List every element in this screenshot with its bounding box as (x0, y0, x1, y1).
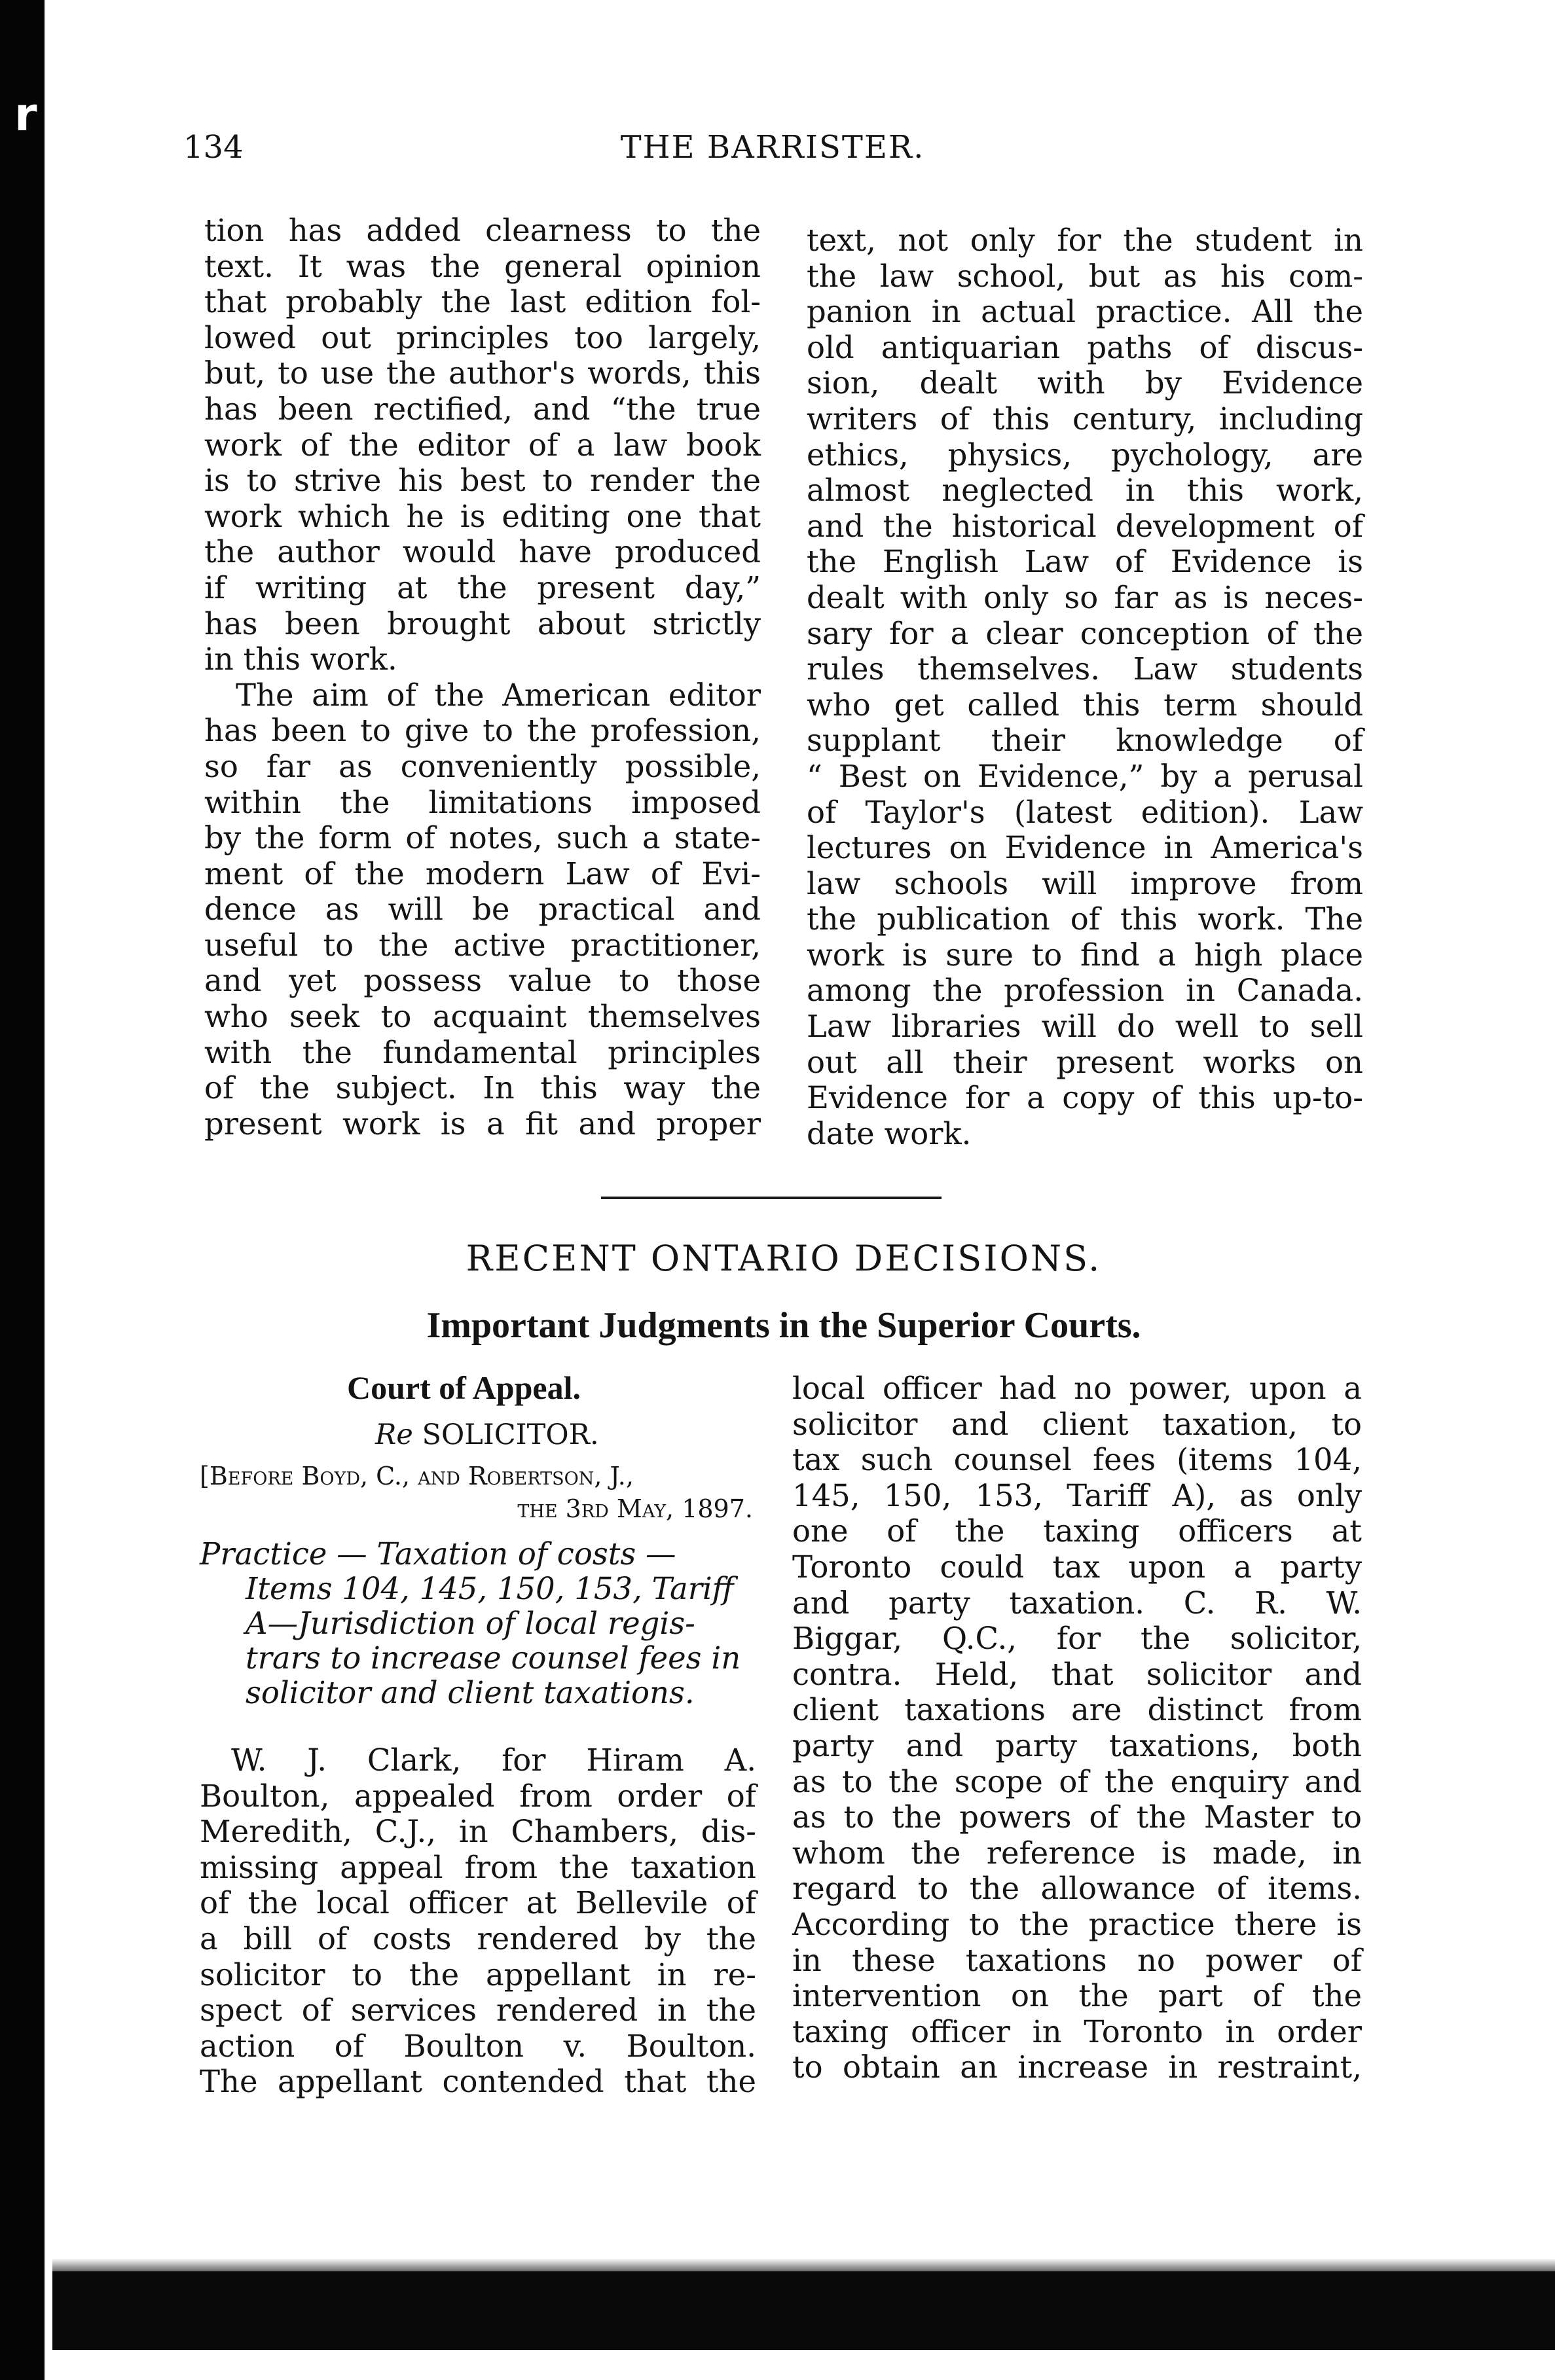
text-line: date work. (807, 1115, 972, 1151)
headnote-line: trars to increase counsel fees in (246, 1640, 741, 1676)
text-line: out all their present works on (807, 1044, 1363, 1080)
text-line: The aim of the American editor (236, 677, 761, 713)
scan-border-left (0, 0, 45, 2380)
text-line: with the fundamental principles (204, 1034, 761, 1070)
text-line: whom the reference is made, in (792, 1835, 1362, 1871)
text-line: present work is a fit and proper (204, 1106, 761, 1142)
court-heading: Court of Appeal. (347, 1369, 581, 1406)
text-line: W. J. Clark, for Hiram A. (231, 1742, 756, 1778)
text-line: Boulton, appealed from order of (200, 1778, 756, 1814)
text-line: sary for a clear conception of the (807, 615, 1363, 651)
text-line: lowed out principles too largely, (204, 319, 761, 355)
text-line: among the profession in Canada. (807, 973, 1363, 1009)
text-line: party and party taxations, both (792, 1727, 1362, 1763)
text-line: of Taylor's (latest edition). Law (807, 794, 1363, 830)
text-line: that probably the last edition fol- (204, 284, 761, 320)
text-line: supplant their knowledge of (807, 723, 1363, 759)
text-line: panion in actual practice. All the (807, 294, 1363, 330)
text-line: The appellant contended that the (200, 2064, 756, 2100)
text-line: is to strive his best to render the (204, 463, 761, 499)
text-line: to obtain an increase in restraint, (792, 2049, 1362, 2085)
text-line: tax such counsel fees (items 104, (792, 1442, 1362, 1478)
text-line: action of Boulton v. Boulton. (200, 2028, 756, 2064)
headnote-line: Items 104, 145, 150, 153, Tariff (246, 1571, 734, 1606)
text-line: intervention on the part of the (792, 1978, 1362, 2014)
text-line: rules themselves. Law students (807, 651, 1363, 687)
scan-margin-mark: r (14, 88, 37, 141)
judgment-column-right (792, 1371, 1362, 2085)
text-line: a bill of costs rendered by the (200, 1920, 756, 1956)
text-line: work of the editor of a law book (204, 427, 761, 463)
running-title: THE BARRISTER. (620, 129, 925, 166)
case-prefix: Re (375, 1418, 413, 1451)
text-line: useful to the active practitioner, (204, 927, 761, 963)
text-line: if writing at the present day,” (204, 569, 761, 605)
text-line: but, to use the author's words, this (204, 355, 761, 391)
scan-border-bottom (52, 2271, 1555, 2350)
text-line: local officer had no power, upon a (792, 1371, 1362, 1406)
bench-line: [Before Boyd, C., and Robertson, J., (200, 1462, 634, 1490)
headnote-line: Practice — Taxation of costs — (200, 1536, 676, 1572)
text-line: regard to the allowance of items. (792, 1871, 1362, 1907)
text-line: and yet possess value to those (204, 963, 761, 999)
text-line: 145, 150, 153, Tariff A), as only (792, 1477, 1362, 1513)
scan-border-bottom-edge (52, 2258, 1555, 2271)
case-title: SOLICITOR. (422, 1418, 599, 1451)
text-line: Evidence for a copy of this up-to- (807, 1080, 1363, 1116)
text-line: lectures on Evidence in America's (807, 830, 1363, 866)
text-line: the law school, but as his com- (807, 258, 1363, 294)
text-line: According to the practice there is (792, 1906, 1362, 1942)
text-line: dealt with only so far as is neces- (807, 579, 1363, 615)
text-line: “ Best on Evidence,” by a perusal (807, 758, 1363, 794)
judgment-column-left (200, 1742, 756, 2100)
text-line: spect of services rendered in the (200, 1992, 756, 2028)
text-line: almost neglected in this work, (807, 473, 1363, 509)
subsection-title: Important Judgments in the Superior Courts. (426, 1305, 1141, 1346)
text-line: missing appeal from the taxation (200, 1849, 756, 1885)
text-line: text, not only for the student in (807, 223, 1363, 258)
text-line: in this work. (204, 641, 397, 677)
text-line: has been rectified, and “the true (204, 391, 761, 427)
page-header (183, 118, 1362, 177)
text-line: as to the powers of the Master to (792, 1799, 1362, 1835)
headnote (200, 1537, 756, 1710)
page-number: 134 (183, 129, 244, 166)
text-line: the author would have produced (204, 534, 761, 570)
bench-and-date (200, 1460, 753, 1525)
text-line: client taxations are distinct from (792, 1692, 1362, 1728)
text-line: of the local officer at Bellevile of (200, 1885, 756, 1921)
text-line: ment of the modern Law of Evi- (204, 856, 761, 892)
text-line: the English Law of Evidence is (807, 544, 1363, 580)
text-line: solicitor and client taxation, to (792, 1406, 1362, 1442)
text-line: law schools will improve from (807, 865, 1363, 901)
headnote-line: solicitor and client taxations. (246, 1675, 695, 1710)
text-line: ethics, physics, pychology, are (807, 437, 1363, 473)
text-line: who get called this term should (807, 687, 1363, 723)
section-title: RECENT ONTARIO DECISIONS. (466, 1238, 1102, 1279)
text-line: sion, dealt with by Evidence (807, 365, 1363, 401)
text-line: has been to give to the profession, (204, 713, 761, 749)
text-line: one of the taxing officers at (792, 1513, 1362, 1549)
text-line: who seek to acquaint themselves (204, 999, 761, 1035)
text-line: within the limitations imposed (204, 784, 761, 820)
text-line: taxing officer in Toronto in order (792, 2013, 1362, 2049)
text-line: the publication of this work. The (807, 901, 1363, 937)
text-line: as to the scope of the enquiry and (792, 1763, 1362, 1799)
text-line: work is sure to find a high place (807, 937, 1363, 973)
text-line: so far as conveniently possible, (204, 748, 761, 784)
text-line: in these taxations no power of (792, 1942, 1362, 1978)
text-line: and the historical development of (807, 508, 1363, 544)
text-line: by the form of notes, such a state- (204, 820, 761, 856)
text-line: text. It was the general opinion (204, 248, 761, 284)
text-line: dence as will be practical and (204, 892, 761, 928)
text-line: Law libraries will do well to sell (807, 1009, 1363, 1045)
text-line: Toronto could tax upon a party (792, 1549, 1362, 1585)
text-line: of the subject. In this way the (204, 1070, 761, 1106)
text-line: writers of this century, including (807, 401, 1363, 437)
text-line: and party taxation. C. R. W. (792, 1585, 1362, 1621)
text-line: has been brought about strictly (204, 605, 761, 641)
text-line: tion has added clearness to the (204, 213, 761, 248)
text-line: solicitor to the appellant in re- (200, 1956, 756, 1992)
case-name (375, 1417, 599, 1452)
text-line: Meredith, C.J., in Chambers, dis- (200, 1814, 756, 1850)
text-line: work which he is editing one that (204, 498, 761, 534)
review-column-right (807, 223, 1363, 1151)
review-column-left (204, 213, 761, 1142)
text-line: Biggar, Q.C., for the solicitor, (792, 1621, 1362, 1657)
decision-date: the 3rd May, 1897. (517, 1494, 753, 1523)
text-line: old antiquarian paths of discus- (807, 329, 1363, 365)
section-divider (601, 1197, 942, 1199)
headnote-line: A—Jurisdiction of local regis- (246, 1606, 695, 1641)
text-line: contra. Held, that solicitor and (792, 1656, 1362, 1692)
